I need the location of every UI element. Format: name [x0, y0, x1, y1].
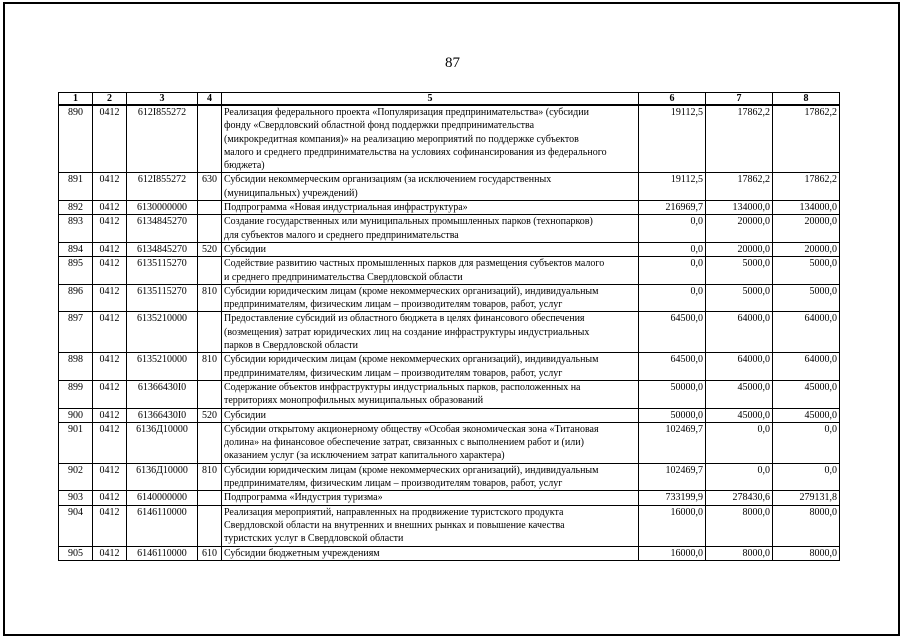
item-description	[222, 546, 639, 560]
amount-year-2: 8000,0	[706, 546, 773, 560]
description-line: для субъектов малого и среднего предпринимательства	[224, 229, 459, 241]
amount-year-1: 0,0	[639, 257, 706, 285]
section-code: 0412	[93, 463, 127, 491]
table-row	[59, 380, 840, 408]
amount-year-3: 64000,0	[773, 353, 840, 381]
section-code: 0412	[93, 546, 127, 560]
table-body	[59, 105, 840, 560]
item-description	[222, 463, 639, 491]
description-line: Предоставление субсидий из областного бюджета в целях финансового обеспечения	[224, 313, 585, 325]
expense-type-code: 630	[198, 173, 222, 201]
target-article-code: 6130000000	[127, 201, 198, 215]
description-line: Субсидии	[224, 243, 266, 255]
expense-type-code	[198, 201, 222, 215]
amount-year-2: 0,0	[706, 422, 773, 463]
item-description	[222, 505, 639, 546]
amount-year-1: 64500,0	[639, 353, 706, 381]
amount-year-2: 20000,0	[706, 242, 773, 256]
amount-year-1: 19112,5	[639, 105, 706, 173]
table-row	[59, 491, 840, 505]
amount-year-1: 216969,7	[639, 201, 706, 215]
target-article-code: 6135210000	[127, 312, 198, 353]
expense-type-code	[198, 215, 222, 243]
row-number: 894	[59, 242, 93, 256]
description-line: Подпрограмма «Индустрия туризма»	[224, 492, 383, 504]
amount-year-2: 64000,0	[706, 312, 773, 353]
table-row	[59, 505, 840, 546]
section-code: 0412	[93, 312, 127, 353]
row-number: 895	[59, 257, 93, 285]
amount-year-3: 8000,0	[773, 546, 840, 560]
amount-year-2: 45000,0	[706, 408, 773, 422]
amount-year-2: 17862,2	[706, 105, 773, 173]
item-description	[222, 491, 639, 505]
item-description	[222, 201, 639, 215]
description-line: Реализация мероприятий, направленных на продвижение туристского продукта	[224, 506, 564, 518]
amount-year-1: 0,0	[639, 242, 706, 256]
target-article-code: 6136Д10000	[127, 463, 198, 491]
table-row	[59, 312, 840, 353]
amount-year-3: 8000,0	[773, 505, 840, 546]
item-description	[222, 284, 639, 312]
description-line: Содержание объектов инфраструктуры индустриальных парков, расположенных на	[224, 381, 581, 393]
target-article-code: 612I855272	[127, 105, 198, 173]
amount-year-1: 733199,9	[639, 491, 706, 505]
description-line: оказанием услуг (за исключением затрат капитального характера)	[224, 450, 505, 462]
section-code: 0412	[93, 353, 127, 381]
section-code: 0412	[93, 257, 127, 285]
amount-year-2: 17862,2	[706, 173, 773, 201]
description-line: Создание государственных или муниципальных промышленных парков (технопарков)	[224, 216, 593, 228]
amount-year-3: 64000,0	[773, 312, 840, 353]
amount-year-3: 45000,0	[773, 380, 840, 408]
description-line: парков в Свердловской области	[224, 340, 359, 352]
amount-year-2: 278430,6	[706, 491, 773, 505]
description-line: и среднего предпринимательства Свердловской области	[224, 271, 463, 283]
item-description	[222, 105, 639, 173]
description-line: Субсидии бюджетным учреждениям	[224, 547, 380, 559]
page-number: 87	[445, 55, 460, 71]
row-number: 897	[59, 312, 93, 353]
description-line: бюджета)	[224, 160, 265, 172]
amount-year-3: 17862,2	[773, 105, 840, 173]
header-col-8: 8	[773, 93, 840, 106]
expense-type-code: 810	[198, 353, 222, 381]
item-description	[222, 380, 639, 408]
header-col-2: 2	[93, 93, 127, 106]
header-row	[59, 93, 840, 106]
description-line: (микрокредитная компания)» на реализацию мероприятий по поддержке субъектов	[224, 133, 579, 145]
header-col-4: 4	[198, 93, 222, 106]
row-number: 898	[59, 353, 93, 381]
expense-type-code: 520	[198, 408, 222, 422]
table-row	[59, 463, 840, 491]
target-article-code: 6135210000	[127, 353, 198, 381]
target-article-code: 6146110000	[127, 505, 198, 546]
item-description	[222, 257, 639, 285]
amount-year-1: 102469,7	[639, 422, 706, 463]
target-article-code: 61366430I0	[127, 380, 198, 408]
description-line: Субсидии юридическим лицам (кроме некоммерческих организаций), индивидуальным	[224, 464, 599, 476]
expense-type-code: 810	[198, 463, 222, 491]
section-code: 0412	[93, 242, 127, 256]
amount-year-2: 0,0	[706, 463, 773, 491]
amount-year-2: 134000,0	[706, 201, 773, 215]
header-col-5: 5	[222, 93, 639, 106]
table-row	[59, 422, 840, 463]
expense-type-code	[198, 491, 222, 505]
table-row	[59, 201, 840, 215]
amount-year-3: 279131,8	[773, 491, 840, 505]
description-line: Субсидии	[224, 409, 266, 421]
expense-type-code	[198, 380, 222, 408]
table-row	[59, 408, 840, 422]
table-row	[59, 257, 840, 285]
description-line: Субсидии юридическим лицам (кроме некоммерческих организаций), индивидуальным	[224, 285, 599, 297]
amount-year-3: 20000,0	[773, 242, 840, 256]
expense-type-code: 520	[198, 242, 222, 256]
section-code: 0412	[93, 215, 127, 243]
row-number: 891	[59, 173, 93, 201]
amount-year-1: 0,0	[639, 284, 706, 312]
description-line: малого и среднего предпринимательства на условиях софинансирования из федерального	[224, 146, 607, 158]
amount-year-2: 20000,0	[706, 215, 773, 243]
section-code: 0412	[93, 408, 127, 422]
amount-year-3: 0,0	[773, 422, 840, 463]
expense-type-code	[198, 312, 222, 353]
table-row	[59, 546, 840, 560]
row-number: 896	[59, 284, 93, 312]
description-line: Субсидии юридическим лицам (кроме некоммерческих организаций), индивидуальным	[224, 354, 599, 366]
description-line: Содействие развитию частных промышленных парков для размещения субъектов малого	[224, 258, 605, 270]
row-number: 904	[59, 505, 93, 546]
description-line: Реализация федерального проекта «Популяризация предпринимательства» (субсидии	[224, 107, 589, 118]
description-line: Субсидии открытому акционерному обществу «Особая экономическая зона «Титановая	[224, 423, 599, 435]
header-col-6: 6	[639, 93, 706, 106]
section-code: 0412	[93, 491, 127, 505]
amount-year-1: 16000,0	[639, 505, 706, 546]
row-number: 903	[59, 491, 93, 505]
amount-year-3: 45000,0	[773, 408, 840, 422]
description-line: (муниципальных) учреждений)	[224, 187, 358, 199]
amount-year-1: 0,0	[639, 215, 706, 243]
description-line: предпринимателям, физическим лицам – производителям товаров, работ, услуг	[224, 299, 563, 311]
expense-type-code	[198, 422, 222, 463]
target-article-code: 6134845270	[127, 215, 198, 243]
description-line: долина» на финансовое обеспечение затрат, связанных с выполнением работ и (или)	[224, 437, 584, 449]
item-description	[222, 215, 639, 243]
expense-type-code	[198, 505, 222, 546]
amount-year-3: 134000,0	[773, 201, 840, 215]
amount-year-3: 0,0	[773, 463, 840, 491]
description-line: предпринимателям, физическим лицам – производителям товаров, работ, услуг	[224, 478, 563, 490]
target-article-code: 6136Д10000	[127, 422, 198, 463]
section-code: 0412	[93, 173, 127, 201]
item-description	[222, 353, 639, 381]
row-number: 900	[59, 408, 93, 422]
amount-year-1: 102469,7	[639, 463, 706, 491]
expense-type-code: 610	[198, 546, 222, 560]
row-number: 902	[59, 463, 93, 491]
row-number: 901	[59, 422, 93, 463]
header-col-7: 7	[706, 93, 773, 106]
item-description	[222, 312, 639, 353]
section-code: 0412	[93, 422, 127, 463]
table-row	[59, 105, 840, 173]
description-line: фонду «Свердловский областной фонд поддержки предпринимательства	[224, 120, 535, 132]
table-row	[59, 173, 840, 201]
row-number: 890	[59, 105, 93, 173]
table-row	[59, 215, 840, 243]
table-row	[59, 284, 840, 312]
amount-year-1: 16000,0	[639, 546, 706, 560]
amount-year-2: 64000,0	[706, 353, 773, 381]
amount-year-1: 50000,0	[639, 408, 706, 422]
header-col-1: 1	[59, 93, 93, 106]
header-col-3: 3	[127, 93, 198, 106]
item-description	[222, 173, 639, 201]
amount-year-1: 19112,5	[639, 173, 706, 201]
target-article-code: 6135115270	[127, 257, 198, 285]
target-article-code: 6146110000	[127, 546, 198, 560]
section-code: 0412	[93, 105, 127, 173]
row-number: 899	[59, 380, 93, 408]
target-article-code: 6135115270	[127, 284, 198, 312]
expense-type-code	[198, 105, 222, 173]
section-code: 0412	[93, 505, 127, 546]
section-code: 0412	[93, 380, 127, 408]
row-number: 893	[59, 215, 93, 243]
description-line: Субсидии некоммерческим организациям (за исключением государственных	[224, 174, 552, 186]
amount-year-3: 17862,2	[773, 173, 840, 201]
amount-year-2: 45000,0	[706, 380, 773, 408]
description-line: Подпрограмма «Новая индустриальная инфраструктура»	[224, 202, 468, 214]
expense-type-code	[198, 257, 222, 285]
amount-year-2: 8000,0	[706, 505, 773, 546]
amount-year-3: 5000,0	[773, 284, 840, 312]
row-number: 905	[59, 546, 93, 560]
amount-year-3: 5000,0	[773, 257, 840, 285]
description-line: туристских услуг в Свердловской области	[224, 533, 404, 545]
section-code: 0412	[93, 284, 127, 312]
table-row	[59, 242, 840, 256]
row-number: 892	[59, 201, 93, 215]
table-row	[59, 353, 840, 381]
target-article-code: 6134845270	[127, 242, 198, 256]
description-line: (возмещения) затрат юридических лиц на создание инфраструктуры индустриальных	[224, 326, 590, 338]
target-article-code: 61366430I0	[127, 408, 198, 422]
section-code: 0412	[93, 201, 127, 215]
description-line: Свердловской области на внутренних и внешних рынках и повышение качества	[224, 519, 565, 531]
target-article-code: 612I855272	[127, 173, 198, 201]
amount-year-1: 64500,0	[639, 312, 706, 353]
amount-year-1: 50000,0	[639, 380, 706, 408]
description-line: территориях монопрофильных муниципальных образований	[224, 395, 484, 407]
budget-table	[58, 92, 840, 561]
amount-year-2: 5000,0	[706, 284, 773, 312]
item-description	[222, 422, 639, 463]
expense-type-code: 810	[198, 284, 222, 312]
amount-year-3: 20000,0	[773, 215, 840, 243]
item-description	[222, 242, 639, 256]
description-line: предпринимателям, физическим лицам – производителям товаров, работ, услуг	[224, 367, 563, 379]
amount-year-2: 5000,0	[706, 257, 773, 285]
target-article-code: 6140000000	[127, 491, 198, 505]
item-description	[222, 408, 639, 422]
